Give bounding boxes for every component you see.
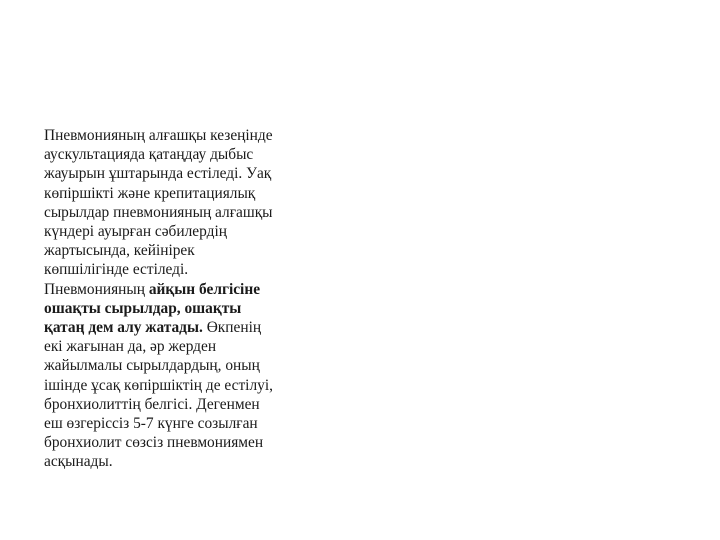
text-segment: ішінде ұсақ көпіршіктің де естілуі, (44, 376, 273, 394)
text-segment: жайылмалы сырылдардың, оның (44, 357, 260, 375)
text-line (44, 414, 364, 433)
emphasized-text: қатаң дем алу жатады. (44, 319, 203, 337)
text-line (44, 260, 364, 279)
text-segment: бронхиолит сөзсіз пневмониямен (44, 434, 264, 452)
text-line (44, 337, 364, 356)
text-segment: Пневмонияның алғашқы кезеңінде (44, 127, 273, 144)
text-segment: Пневмонияның (44, 280, 149, 298)
text-segment: Өкпенің (202, 319, 262, 337)
text-line (44, 280, 364, 299)
text-segment: жартысында, кейінірек (44, 242, 195, 260)
text-line (44, 356, 364, 375)
text-line (44, 222, 364, 241)
text-segment: көпшілігінде естіледі. (44, 261, 189, 279)
emphasized-text: айқын белгісіне (148, 280, 261, 298)
text-line (44, 299, 364, 318)
text-segment: күндері ауырған сәбилердің (44, 223, 227, 241)
text-segment: екі жағынан да, әр жерден (44, 338, 217, 356)
emphasized-text: ошақты сырылдар, ошақты (44, 299, 242, 317)
text-segment: бронхиолиттің белгісі. Дегенмен (44, 395, 260, 413)
text-line (44, 452, 364, 471)
text-line (44, 164, 364, 183)
body-text (44, 126, 364, 472)
text-line (44, 376, 364, 395)
text-line (44, 241, 364, 260)
text-line (44, 433, 364, 452)
text-line (44, 203, 364, 222)
text-line (44, 184, 364, 203)
text-segment: көпіршікті және крепитациялық (44, 184, 256, 202)
text-line (44, 318, 364, 337)
text-segment: жауырын ұштарында естіледі. Уақ (44, 165, 272, 183)
text-segment: аускультацияда қатаңдау дыбыс (44, 146, 254, 164)
text-line (44, 145, 364, 164)
text-line (44, 395, 364, 414)
text-segment: еш өзгеріссіз 5-7 күнге созылған (44, 415, 258, 433)
text-segment: сырылдар пневмонияның алғашқы (44, 203, 273, 221)
text-segment: асқынады. (44, 453, 113, 471)
text-line (44, 126, 364, 145)
